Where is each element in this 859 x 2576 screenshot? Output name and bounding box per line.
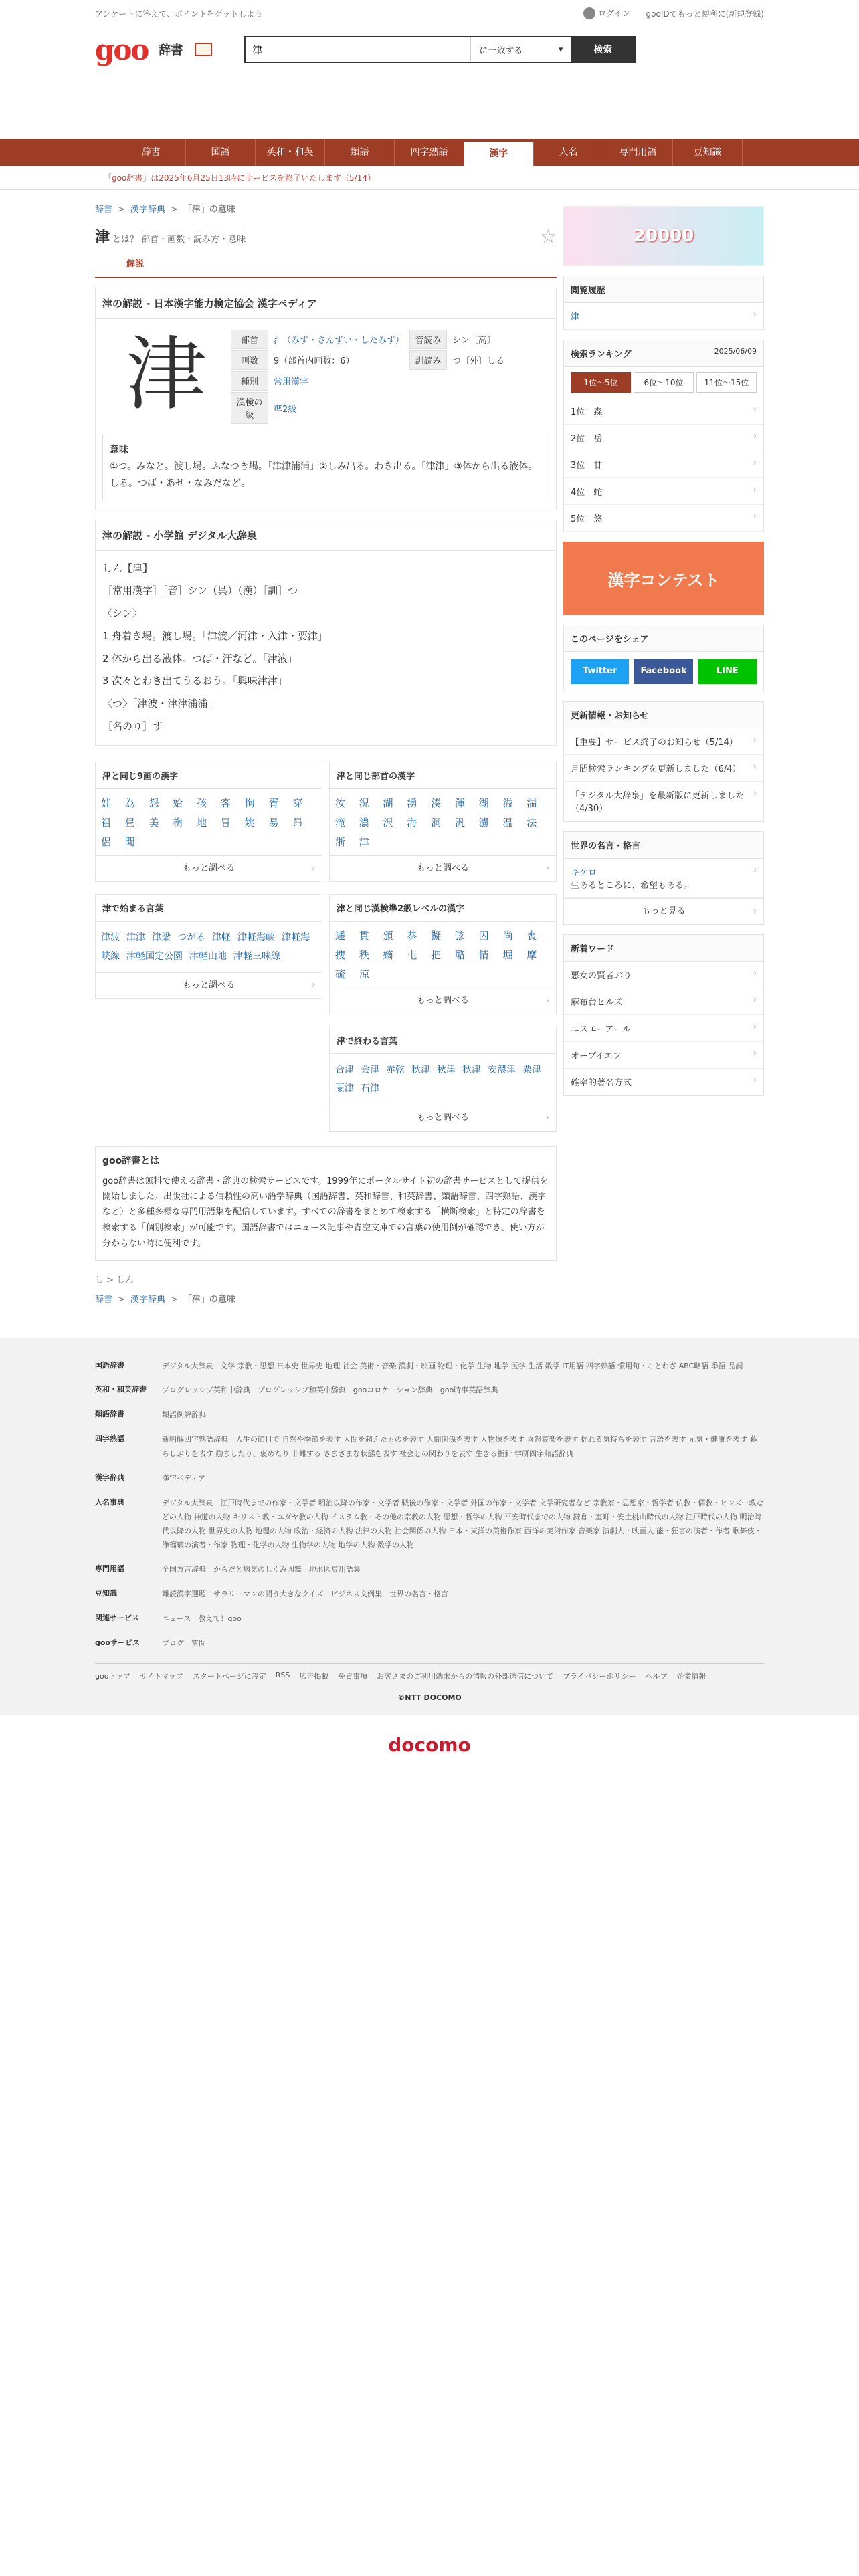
footer-link[interactable]: 企業情報	[676, 1671, 706, 1681]
grid-link[interactable]: 娃	[101, 796, 112, 809]
grid-link[interactable]: 粟津	[522, 1064, 541, 1075]
page-title: 津とは？ 部首・画数・読み方・意味 ☆	[95, 225, 557, 247]
grid-link[interactable]: 酪	[454, 948, 465, 961]
meaning-box: 意味 ①つ。みなと。渡し場。ふなつき場。「津津浦浦」②しみ出る。わき出る。「津津」③体から出る液体。しる。つば・あせ・なみだなど。	[102, 435, 549, 500]
nav-item[interactable]: 四字熟語	[395, 139, 464, 166]
new-word-item[interactable]: エスエーアール ›	[564, 1015, 763, 1042]
twitter-button[interactable]: Twitter	[571, 659, 629, 684]
grid-link[interactable]: 津津	[126, 932, 145, 943]
copyright: ©NTT DOCOMO	[397, 1693, 462, 1702]
grid-link[interactable]: 嫡	[383, 948, 393, 961]
grid-link[interactable]: 姚	[244, 816, 255, 829]
grid-link[interactable]: 秋津	[437, 1064, 456, 1075]
footer	[0, 1338, 859, 1715]
grid-link[interactable]: 怨	[149, 796, 159, 809]
more-button[interactable]: もっと調べる ›	[330, 855, 556, 881]
new-words-box: 新着ワード 悪女の賢者ぶり › 麻布台ヒルズ › エスエーアール › オーブイエフ › 確率的著名方式 ›	[563, 934, 764, 1096]
kanjipedia-section	[95, 288, 557, 510]
footer-link[interactable]: 広告掲載	[299, 1671, 329, 1681]
about-box: goo辞書とは goo辞書は無料で使える辞書・辞典の検索サービスです。1999年にポータルサイト初の辞書サービスとして提供を開始しました。出版社による信頼性の高い語学辞典（国語辞書、英和辞書、和英辞書、類語辞書、四字熟語、漢字など）と多種多様な専門用語集を配信しています。すべての辞書をまとめて検索する「横断検索」と特定の辞書を検索する「個別検索」が可能です。国語辞書ではニュース記事や青空文庫での言葉の使用例が確認でき、使い方が分からない時に便利です。	[95, 1146, 557, 1261]
line-button[interactable]: LINE	[698, 659, 757, 684]
grid-link[interactable]: 湊	[431, 796, 442, 809]
grid-link[interactable]: 美	[149, 816, 159, 829]
tab-bar	[95, 251, 557, 278]
grid-link[interactable]: 胥	[268, 796, 279, 809]
chevron-down-icon: ▾	[558, 44, 563, 55]
top-ad-space	[0, 72, 859, 139]
grid-link[interactable]: 溢	[502, 796, 513, 809]
main-nav	[0, 139, 859, 166]
grid-link[interactable]: 弦	[454, 929, 465, 942]
same-level-box: 津と同じ漢検準2級レベルの漢字 逓 貫 頒 恭 擬 弦 囚 尚 喪 捜 秩 嫡 屯 把 酪 情 堀 摩 硫 涼 もっと調べる ›	[329, 894, 557, 1014]
grid-link[interactable]: 屯	[407, 948, 417, 961]
grid-link[interactable]: 祖	[101, 816, 112, 829]
grid-link[interactable]: 赤乾	[386, 1064, 405, 1075]
grid-link[interactable]: 会津	[361, 1064, 379, 1075]
big-kanji: 津	[126, 328, 206, 421]
footer-row: 国語辞書 デジタル大辞泉 文学 宗教・思想 日本史 世界史 地理 社会 美術・音楽 漢劇・映画 物理・化学 生物 地学 医学 生活 数学 IT用語 四字熟語 慣用句・ことわざ ABC略語 季語 品詞	[95, 1360, 743, 1370]
tab-kaisetsu[interactable]: 解説	[126, 259, 144, 270]
grid-link[interactable]: 把	[431, 948, 442, 961]
footer-row: 類語辞書 類語例解辞典	[95, 1410, 206, 1420]
service-notice[interactable]: 「goo辞書」は2025年6月25日13時にサービスを終了いたします（5/14）	[0, 166, 859, 190]
grid-link[interactable]: 津軽国定公園	[126, 950, 183, 962]
grid-link[interactable]: 孩	[197, 796, 207, 809]
more-button[interactable]: もっと調べる ›	[330, 988, 556, 1014]
grid-link[interactable]: 摩	[527, 948, 537, 961]
grid-link[interactable]: 安濃津	[488, 1064, 516, 1075]
grid-link[interactable]: 昼	[124, 816, 135, 829]
footer-row: 専門用語 全国方言辞典 からだと病気のしくみ図鑑 地形図専用語集	[95, 1564, 361, 1574]
match-select[interactable]: に一致する ▾	[470, 37, 571, 62]
grid-link[interactable]: 津軽	[212, 932, 231, 943]
grid-link[interactable]: 津軽海峡線	[101, 932, 310, 962]
quote-item[interactable]: キケロ 生あるところに、希望もある。 ›	[564, 859, 763, 898]
grid-link[interactable]: 況	[359, 796, 369, 809]
nav-item[interactable]: 専門用語	[603, 139, 673, 166]
footer-link[interactable]: お客さまのご利用端末からの情報の外部送信について	[377, 1671, 554, 1681]
footer-link[interactable]: スタートページに設定	[192, 1671, 266, 1681]
footer-row: 関連サービス ニュース 教えて！goo	[95, 1614, 242, 1624]
grid-link[interactable]: 貫	[359, 929, 369, 942]
register-link[interactable]: gooIDでもっと便利に(新規登録)	[646, 9, 764, 19]
kanji-table: 部首 氵（みず・さんずい・したみず） 音読み シン〔高〕 画数 9（部首内画数：6） 訓読み つ〔外〕しる 種別 常用漢字 漢検の級 準2級	[229, 328, 510, 425]
grid-link[interactable]: 姶	[173, 796, 183, 809]
grid-link[interactable]: 湍	[527, 796, 537, 809]
grid-link[interactable]: 津軽山地	[189, 950, 227, 962]
main-content	[95, 190, 557, 1311]
rank-item[interactable]: 1位 森 ›	[564, 398, 763, 425]
more-button[interactable]: もっと調べる ›	[96, 972, 322, 998]
rank-item[interactable]: 3位 甘 ›	[564, 451, 763, 478]
jisho-label[interactable]: 辞書	[159, 43, 183, 58]
breadcrumb-bottom: 辞書 > 漢字辞典 > 「津」の意味	[95, 1294, 235, 1305]
login-link[interactable]: ログイン	[583, 7, 630, 20]
news-item[interactable]: 「デジタル大辞泉」を最新版に更新しました（4/30） ›	[564, 782, 763, 821]
footer-row: gooサービス ブログ 質問	[95, 1638, 206, 1648]
grid-link[interactable]: つがる	[177, 932, 205, 943]
footer-row: 四字熟語 新明解四字熟語辞典 人生の節目で 自然や季節を表す 人間を超えたものを表す 人間関係を表す 人物像を表す 喜怒哀楽を表す 揺れる気持ちを表す 言語を表す 元気・健康を表す 暮らしぶりを表す 励ましたり、褒めたり 非難する さまざまな状態を表す 社会との関わりを表す 生きる指針 学研四字熟語辞典	[95, 1434, 757, 1459]
section-title: 津の解説 - 日本漢字能力検定協会 漢字ペディア	[96, 288, 556, 319]
quote-box: 世界の名言・格言 キケロ 生あるところに、希望もある。 › もっと見る ›	[563, 831, 764, 925]
grid-link[interactable]: 情	[478, 948, 489, 961]
grid-link[interactable]: 沢	[383, 816, 393, 829]
grid-link[interactable]: 浙	[335, 835, 346, 848]
grid-link[interactable]: 温	[502, 816, 513, 829]
grid-link[interactable]: 地	[197, 816, 207, 829]
grid-link[interactable]: 秋津	[462, 1064, 481, 1075]
rank-tab[interactable]: 6位〜10位	[634, 372, 694, 393]
grid-link[interactable]: 滝	[335, 816, 346, 829]
sidebar	[563, 206, 764, 1311]
grid-link[interactable]: 濾	[478, 816, 489, 829]
facebook-button[interactable]: Facebook	[634, 659, 692, 684]
rank-item[interactable]: 5位 悠 ›	[564, 505, 763, 532]
grid-link[interactable]: 合津	[335, 1064, 354, 1075]
grid-link[interactable]: 湧	[407, 796, 417, 809]
grid-link[interactable]: 冒	[220, 816, 231, 829]
grid-link[interactable]: 津波	[101, 932, 120, 943]
same-stroke-box: 津と同じ9画の漢字 娃 為 怨 姶 孩 客 恂 胥 穿 祖 昼 美 栴 地 冒 姚 易 昂 侶 聞 もっと調べる ›	[95, 762, 322, 882]
grid-link[interactable]: 洞	[431, 816, 442, 829]
grid-link[interactable]: 湖	[478, 796, 489, 809]
grid-link[interactable]: 頒	[383, 929, 393, 942]
grid-link[interactable]: 粟津	[335, 1083, 354, 1094]
history-box: 閲覧履歴 津 ›	[563, 276, 764, 330]
section-title: 津の解説 - 小学館 デジタル大辞泉	[96, 520, 556, 551]
grid-link[interactable]: 渾	[454, 796, 465, 809]
grid-link[interactable]: 汝	[335, 796, 346, 809]
top-bar	[0, 0, 859, 27]
rank-item[interactable]: 2位 岳 ›	[564, 425, 763, 451]
star-icon[interactable]: ☆	[539, 225, 557, 247]
footer-links	[95, 1663, 764, 1688]
grid-link[interactable]: 昂	[292, 816, 303, 829]
grid-link[interactable]: 囚	[478, 929, 489, 942]
news-item[interactable]: 【重要】サービス終了のお知らせ（5/14） ›	[564, 728, 763, 755]
same-radical-box: 津と同じ部首の漢字 汝 況 湖 湧 湊 渾 湖 溢 湍 滝 濃 沢 海 洞 汎 濾 温 法 浙 津 もっと調べる ›	[329, 762, 557, 882]
new-word-item[interactable]: 確率的著名方式 ›	[564, 1069, 763, 1095]
footer-link[interactable]: プライバシーポリシー	[563, 1671, 636, 1681]
grid-link[interactable]: 侶	[101, 835, 112, 848]
new-word-item[interactable]: 悪女の賢者ぶり ›	[564, 962, 763, 988]
news-box: 更新情報・お知らせ 【重要】サービス終了のお知らせ（5/14） › 月間検索ランキングを更新しました（6/4） › 「デジタル大辞泉」を最新版に更新しました（4/30） ›	[563, 701, 764, 822]
footer-row: 人名事典 デジタル大辞泉 江戸時代までの作家・文学者 明治以降の作家・文学者 戦後の作家・文学者 外国の作家・文学者 文学研究者など 宗教家・思想家・哲学者 仏教・儒教・ヒンズー教などの人物 神道の人物 キリスト教・ユダヤ教の人物 イスラム教・その他の宗教の人物 思想・哲学の人物 平安時代までの人物 鎌倉・室町・安土桃山時代の人物 江戸時代の人物 明治時代以降の人物 世界史の人物 地理の人物 政治・経済の人物 法律の人物 社会関係の人物 日本・東洋の美術作家 西洋の美術作家 音楽家 演劇人・映画人 能・狂言の演者・作者 歌舞伎・浄瑠璃の演者・作家 物理・化学の人物 生物学の人物 地学の人物 数学の人物	[95, 1497, 764, 1549]
grid-link[interactable]: 海	[407, 816, 417, 829]
user-icon	[583, 7, 595, 19]
contest-banner[interactable]: 漢字コンテスト	[563, 542, 764, 615]
grid-link[interactable]: 津軽三味線	[233, 950, 280, 962]
search-box	[244, 36, 636, 63]
search-button[interactable]: 検索	[571, 37, 635, 62]
news-item[interactable]: 月間検索ランキングを更新しました（6/4） ›	[564, 755, 763, 782]
footer-link[interactable]: gooトップ	[95, 1671, 131, 1681]
daijisen-section	[95, 520, 557, 746]
grid-link[interactable]: 津軽海峡	[237, 932, 275, 943]
grid-link[interactable]: 涼	[359, 968, 369, 980]
grid-link[interactable]: 尚	[502, 929, 513, 942]
rank-tab[interactable]: 11位〜15位	[696, 372, 757, 393]
breadcrumb: 辞書 > 漢字辞典 > 「津」の意味	[95, 205, 235, 215]
grid-link[interactable]: 濃	[359, 816, 369, 829]
book-icon	[195, 43, 212, 56]
footer-row: 英和・和英辞書 プログレッシブ英和中辞典 プログレッシブ和英中辞典 gooコロケーション辞典 goo時事英語辞典	[95, 1385, 498, 1395]
nav-item[interactable]: 人名	[534, 139, 603, 166]
footer-link[interactable]: サイトマップ	[140, 1671, 183, 1681]
rank-tab[interactable]: 1位〜5位	[571, 372, 631, 393]
footer-link[interactable]: RSS	[275, 1670, 290, 1679]
grid-link[interactable]: 喪	[527, 929, 537, 942]
new-word-item[interactable]: オーブイエフ ›	[564, 1042, 763, 1069]
nav-item[interactable]: 豆知識	[673, 139, 743, 166]
nav-item[interactable]: 英和・和英	[256, 139, 325, 166]
grid-link[interactable]: 聞	[124, 835, 135, 848]
grid-link[interactable]: 津梁	[152, 932, 171, 943]
header	[0, 27, 859, 72]
grid-link[interactable]: 客	[220, 796, 231, 809]
more-button[interactable]: もっと調べる ›	[96, 855, 322, 881]
grid-link[interactable]: 汎	[454, 816, 465, 829]
nav-item[interactable]: 国語	[186, 139, 256, 166]
survey-link[interactable]: アンケートに答えて、ポイントをゲットしよう	[95, 9, 263, 19]
grid-link[interactable]: 為	[124, 796, 135, 809]
grid-link[interactable]: 法	[527, 816, 537, 829]
search-input[interactable]	[246, 37, 470, 62]
grid-link[interactable]: 秋津	[411, 1064, 430, 1075]
entry-body: しん【津】 ［常用漢字］［音］シン（呉）（漢）［訓］つ 〈シン〉 1 舟着き場。渡し場。「津渡／河津・入津・要津」 2 体から出る液体。つば・汗など。「津液」 3 次々とわき出てうるおう。「興味津津」 〈つ〉「津波・津津浦浦」 ［名のり］ず	[102, 562, 328, 732]
docomo-logo: docomo	[388, 1733, 471, 1756]
share-box: このページをシェア Twitter Facebook LINE	[563, 625, 764, 691]
rank-item[interactable]: 4位 蛇 ›	[564, 478, 763, 505]
goo-logo[interactable]: goo	[95, 33, 149, 66]
grid-link[interactable]: 津	[359, 835, 369, 848]
nav-item-active[interactable]: 漢字	[464, 142, 534, 166]
grid-link[interactable]: 恂	[244, 796, 255, 809]
grid-link[interactable]: 硫	[335, 968, 346, 980]
grid-link[interactable]: 堀	[502, 948, 513, 961]
nav-item[interactable]: 辞書	[116, 139, 186, 166]
nav-item[interactable]: 類語	[325, 139, 395, 166]
grid-link[interactable]: 捜	[335, 948, 346, 961]
grid-link[interactable]: 栴	[173, 816, 183, 829]
ends-with-box: 津で終わる言葉 合津 会津 赤乾 秋津 秋津 秋津 安濃津 粟津粟津 石津 もっと調べる ›	[329, 1027, 557, 1132]
grid-link[interactable]: 石津	[361, 1083, 379, 1094]
footer-link[interactable]: ヘルプ	[645, 1671, 668, 1681]
grid-link[interactable]: 擬	[431, 929, 442, 942]
grid-link[interactable]: 恭	[407, 929, 417, 942]
ranking-box: 検索ランキング 2025/06/09 1位〜5位 6位〜10位 11位〜15位 1位 森 › 2位 岳 › 3位 甘 › 4位 蛇 › 5位 悠 ›	[563, 340, 764, 532]
grid-link[interactable]: 易	[268, 816, 279, 829]
grid-link[interactable]: 穿	[292, 796, 303, 809]
more-button[interactable]: もっと調べる ›	[330, 1105, 556, 1131]
footer-row: 漢字辞典 漢字ペディア	[95, 1473, 206, 1483]
grid-link[interactable]: 逓	[335, 929, 346, 942]
bottom-link[interactable]: し > しん	[95, 1275, 134, 1285]
grid-link[interactable]: 湖	[383, 796, 393, 809]
new-word-item[interactable]: 麻布台ヒルズ ›	[564, 988, 763, 1015]
footer-row: 豆知識 難読漢字選題 サラリーマンの闘う大きなクイズ ビジネス文例集 世界の名言・格言	[95, 1589, 449, 1599]
grid-link[interactable]: 秩	[359, 948, 369, 961]
more-button[interactable]: もっと見る ›	[564, 898, 763, 924]
footer-link[interactable]: 免責事項	[338, 1671, 368, 1681]
starts-with-box: 津で始まる言葉 津波 津津 津梁 つがる 津軽 津軽海峡 津軽海峡線 津軽国定公園 津軽山地 津軽三味線 もっと調べる ›	[95, 894, 322, 999]
history-item[interactable]: 津 ›	[564, 303, 763, 330]
ad-banner[interactable]: 20000	[563, 206, 764, 266]
